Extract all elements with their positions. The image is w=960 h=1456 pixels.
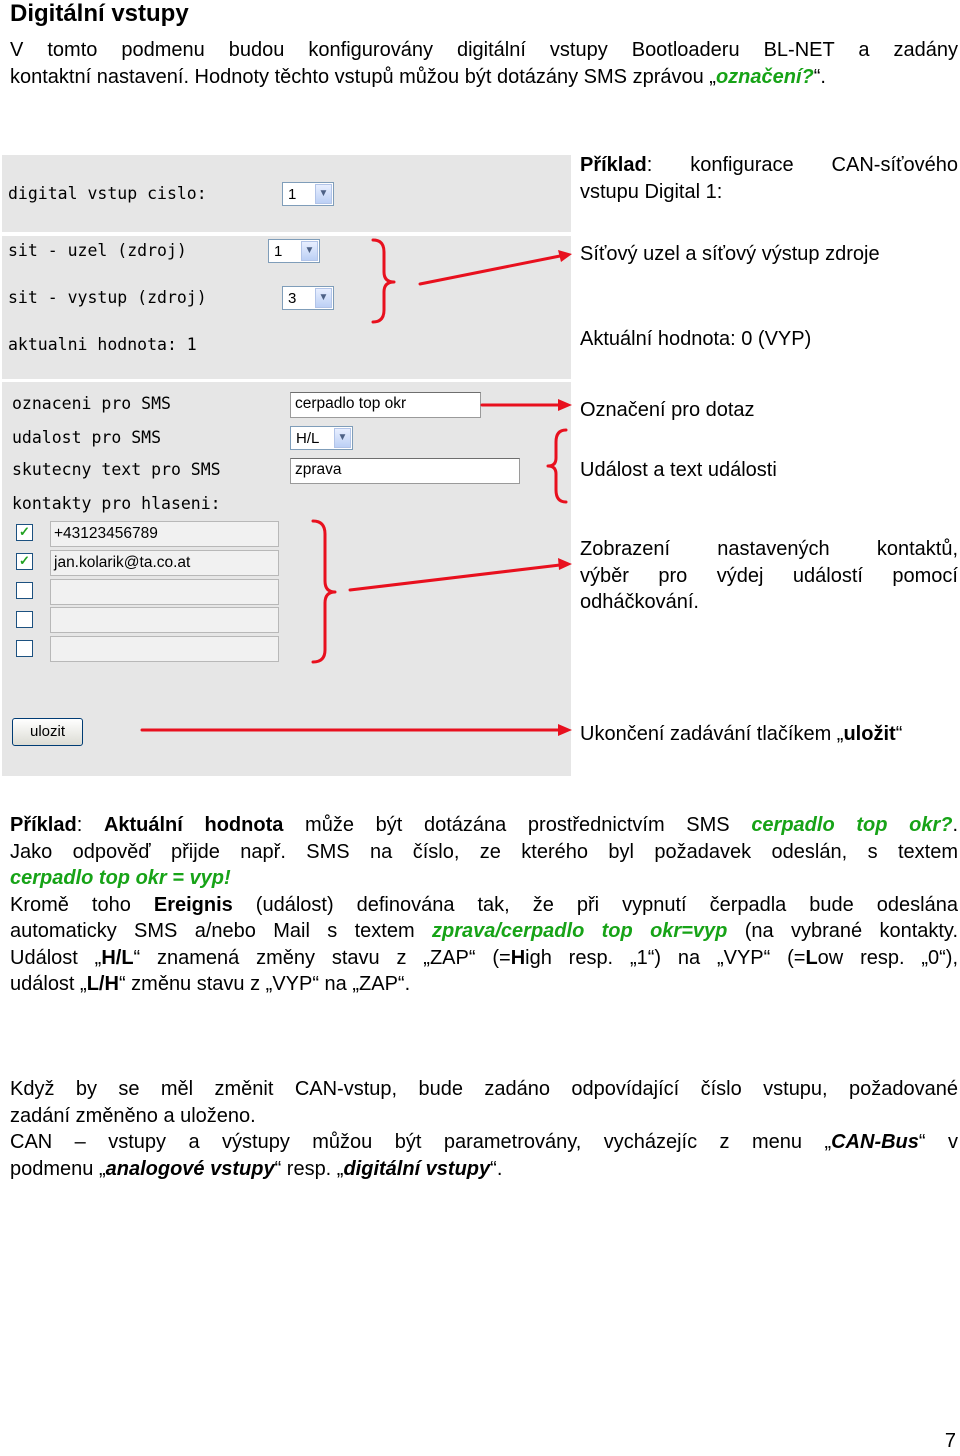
note-current: Aktuální hodnota: 0 (VYP) [580,328,812,350]
network-node-label: sit - uzel (zdroj) [8,241,187,260]
digital-input-select[interactable]: 1 ▼ [282,182,334,206]
note-contacts: Zobrazení nastavených kontaktů, výběr pro výdej událostí pomocí odháčkování. [580,538,958,613]
sms-text-input[interactable]: zprava [290,458,520,484]
note-event: Událost a text události [580,459,777,481]
brace-node [373,240,394,322]
note-example: Příklad: konfigurace CAN-síťového vstupu Digital 1: [580,154,958,203]
digital-input-label: digital vstup cislo: [8,184,207,203]
chevron-down-icon: ▼ [334,428,351,448]
arrow-node-line [420,256,560,284]
arrow-label-head [558,399,572,411]
chevron-down-icon: ▼ [301,241,318,261]
sms-label-input[interactable]: cerpadlo top okr [290,392,481,418]
chevron-down-icon: ▼ [315,288,332,308]
note-label: Označení pro dotaz [580,399,755,421]
intro-line-1: V tomto podmenu budou konfigurovány digitální vstupy Bootloaderu BL-NET a zadány [10,39,958,61]
chevron-down-icon: ▼ [315,184,332,204]
contacts-label: kontakty pro hlaseni: [12,494,221,513]
save-button[interactable]: ulozit [12,718,83,746]
contact-field-1[interactable]: +43123456789 [50,521,279,547]
checkmark-icon: ✓ [19,553,30,568]
checkmark-icon: ✓ [19,524,30,539]
final-paragraph: Když by se měl změnit CAN-vstup, bude zadáno odpovídající číslo vstupu, požadované zadání změněno a uloženo. CAN – vstupy a výstupy můžou být parametrovány, vycházejíc z menu „CAN-Bus“ v podmenu „analogové vstupy“ resp. „digitální vstupy“. [10,1078,958,1180]
network-node-select[interactable]: 1 ▼ [268,239,320,263]
arrow-contacts-head [558,558,572,570]
note-save: Ukončení zadávání tlačíkem „uložit“ [580,723,903,745]
page-number: 7 [944,1430,956,1452]
arrow-node-head [558,250,572,262]
current-value-label: aktualni hodnota: 1 [8,335,197,354]
example-paragraph: Příklad: Aktuální hodnota může být dotázána prostřednictvím SMS cerpadlo top okr?. Jako odpověď přijde např. SMS na číslo, ze kterého byl požadavek odeslán, s textem cerpadlo top okr = vyp! Kromě toho Ereignis (událost) definována tak, že při vypnutí čerpadla bude odeslána automaticky SMS a/nebo Mail s textem zprava/cerpadlo top okr=vyp (na vybrané kontakty. Událost „H/L“ znamená změny stavu z „ZAP“ (=High resp. „1“) na „VYP“ (=Low resp. „0“), událost „L/H“ změnu stavu z „VYP“ na „ZAP“. [10,814,959,995]
sms-label-label: oznaceni pro SMS [12,394,171,413]
intro-line-2: kontaktní nastavení. Hodnoty těchto vstupů můžou být dotázány SMS zprávou „označení?“. [10,65,826,88]
arrow-save-head [558,724,572,736]
network-output-label: sit - vystup (zdroj) [8,288,207,307]
sms-event-label: udalost pro SMS [12,428,162,447]
brace-event [548,430,566,502]
network-output-select[interactable]: 3 ▼ [282,286,334,310]
arrow-contacts-line [350,565,560,590]
note-node: Síťový uzel a síťový výstup zdroje [580,243,880,265]
brace-contacts [313,521,335,662]
contact-field-2[interactable]: jan.kolarik@ta.co.at [50,550,279,576]
page-title: Digitální vstupy [10,0,189,27]
sms-event-select[interactable]: H/L ▼ [290,426,353,450]
sms-text-label: skutecny text pro SMS [12,460,221,479]
